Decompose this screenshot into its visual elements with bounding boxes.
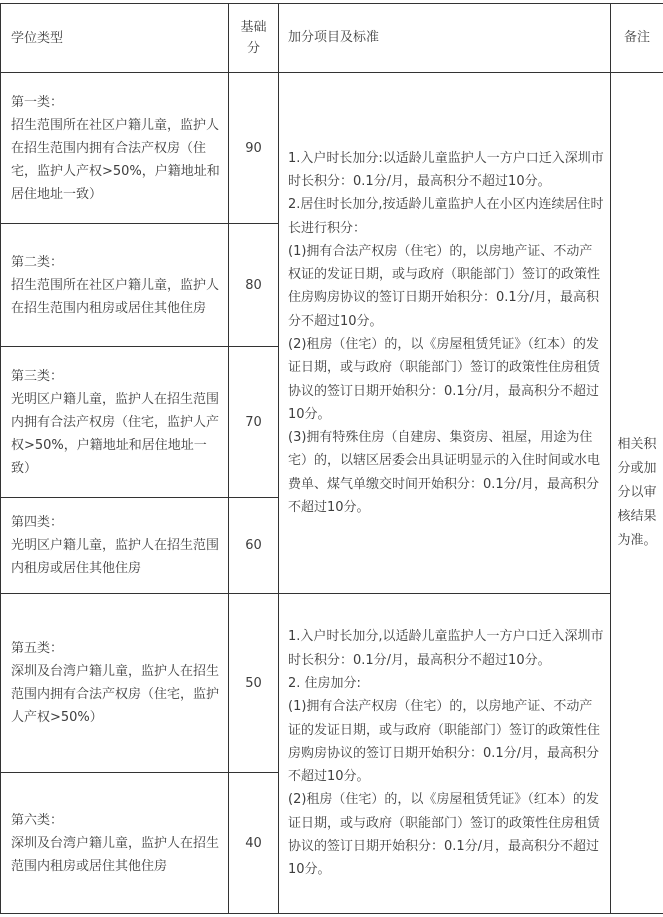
bonus-cell-local [279, 73, 611, 594]
type-cell [1, 594, 229, 773]
bonus-cell-nonlocal [279, 594, 611, 914]
bonus-item: (2)租房（住宅）的，以《房屋租赁凭证》（红本）的发证日期，或与政府（职能部门）签订的政策性住房租赁协议的签订日期开始积分：0.1分/月，最高积分不超过10分。 [288, 792, 601, 878]
note-cell: 相关积分或加分以审核结果为准。 [611, 73, 663, 914]
type-title: 第三类： [11, 368, 64, 384]
type-desc: 招生范围所在社区户籍儿童，监护人在招生范围内租房或居住其他住房 [11, 277, 220, 316]
base-score: 70 [229, 347, 279, 498]
type-desc: 招生范围所在社区户籍儿童，监护人在招生范围内拥有合法产权房（住宅，监护人产权>50%，户籍地址和居住地址一致） [11, 117, 220, 202]
base-score: 40 [229, 773, 279, 914]
type-desc: 深圳及台湾户籍儿童，监护人在招生范围内拥有合法产权房（住宅，监护人产权>50%） [11, 664, 220, 725]
bonus-item: 1.入户时长加分:以适龄儿童监护人一方户口迁入深圳市时长积分：0.1分/月，最高积分不超过10分。 [288, 150, 604, 189]
header-type: 学位类型 [1, 4, 229, 73]
bonus-item: (1)拥有合法产权房（住宅）的，以房地产证、不动产证的发证日期，或与政府（职能部门）签订的政策性住房购房协议的签订日期开始积分：0.1分/月，最高积分不超过10分。 [288, 699, 601, 785]
bonus-item: 2. 住房加分: [288, 675, 361, 691]
base-score: 60 [229, 498, 279, 594]
type-cell [1, 498, 229, 594]
bonus-item: (3)拥有特殊住房（自建房、集资房、祖屋，用途为住宅）的，以辖区居委会出具证明显示的入住时间或水电费单、煤气单缴交时间开始积分：0.1分/月，最高积分不超过10分。 [288, 430, 601, 516]
type-title: 第一类： [11, 94, 64, 110]
type-desc: 光明区户籍儿童，监护人在招生范围内拥有合法产权房（住宅，监护人产权>50%，户籍地址和居住地址一致） [11, 391, 220, 476]
type-cell [1, 73, 229, 224]
bonus-item: 1.入户时长加分,以适龄儿童监护人一方户口迁入深圳市时长积分：0.1分/月，最高积分不超过10分。 [288, 629, 604, 668]
header-note: 备注 [611, 4, 663, 73]
bonus-item: 2.居住时长加分,按适龄儿童监护人在小区内连续居住时长进行积分： [288, 197, 604, 236]
bonus-item: (2)租房（住宅）的，以《房屋租赁凭证》（红本）的发证日期，或与政府（职能部门）签订的政策性住房租赁协议的签订日期开始积分：0.1分/月，最高积分不超过10分。 [288, 337, 601, 422]
base-score: 80 [229, 224, 279, 347]
table-header-row [1, 4, 663, 73]
type-desc: 深圳及台湾户籍儿童，监护人在招生范围内租房或居住其他住房 [11, 835, 220, 874]
base-score: 50 [229, 594, 279, 773]
type-desc: 光明区户籍儿童，监护人在招生范围内租房或居住其他住房 [11, 538, 220, 576]
header-bonus: 加分项目及标准 [279, 4, 611, 73]
header-base-score [229, 4, 279, 73]
base-score: 90 [229, 73, 279, 224]
type-title: 第六类： [11, 812, 64, 828]
table-row [1, 594, 663, 773]
type-cell [1, 347, 229, 498]
table-row [1, 73, 663, 224]
bonus-item: (1)拥有合法产权房（住宅）的，以房地产证、不动产权证的发证日期，或与政府（职能部门）签订的政策性住房购房协议的签订日期开始积分：0.1分/月，最高积分不超过10分。 [288, 243, 601, 329]
header-base-score-text: 基础分 [240, 20, 267, 56]
type-title: 第二类： [11, 254, 64, 270]
admission-points-table [0, 3, 663, 914]
type-title: 第五类： [11, 641, 64, 656]
type-cell [1, 224, 229, 347]
type-cell [1, 773, 229, 914]
type-title: 第四类： [11, 515, 64, 530]
